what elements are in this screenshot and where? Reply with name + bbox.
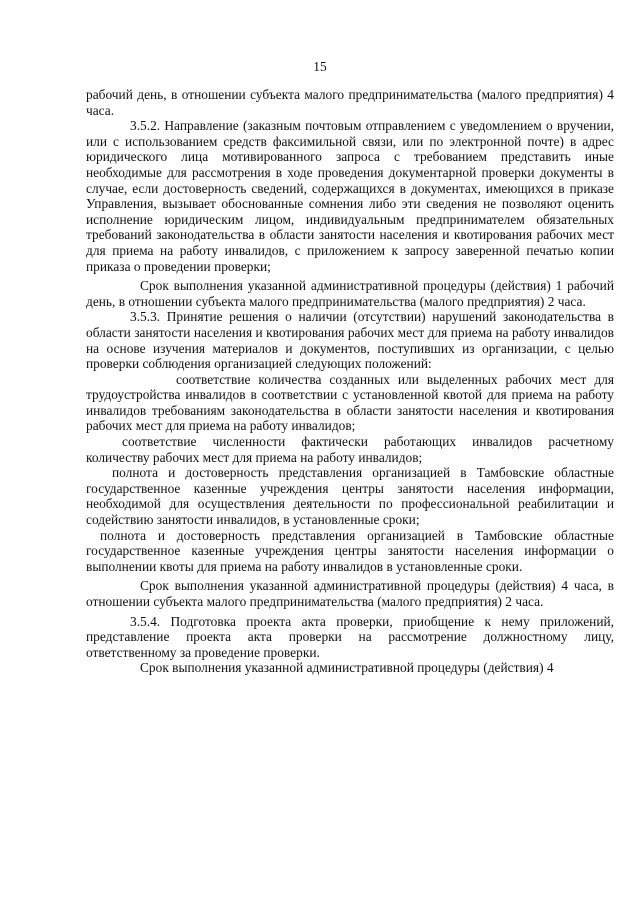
paragraph-deadline-1: Срок выполнения указанной административной процедуры (действия) 1 рабочий день, в отношении субъекта малого предпринимательства (малого предприятия) 2 часа. bbox=[86, 278, 614, 309]
paragraph-continuation: рабочий день, в отношении субъекта малого предпринимательства (малого предприятия) 4 часа. bbox=[86, 87, 614, 118]
paragraph-item-info-quota: полнота и достоверность представления организацией в Тамбовские областные государственное казенные учреждения центры занятости населения информации о выполнении квоты для приема на работу инвалидов в установленные сроки. bbox=[86, 527, 614, 574]
paragraph-item-headcount: соответствие численности фактически работающих инвалидов расчетному количеству рабочих мест для приема на работу инвалидов; bbox=[86, 434, 614, 465]
paragraph-deadline-3: Срок выполнения указанной административной процедуры (действия) 4 bbox=[140, 660, 554, 676]
paragraph-3-5-3: 3.5.3. Принятие решения о наличии (отсутствии) нарушений законодательства в области занятости населения и квотирования рабочих мест для приема на работу инвалидов на основе изучения материалов и документов, поступивших из организации, с целью проверки соблюдения организацией следующих положений: bbox=[86, 309, 614, 372]
paragraph-item-quota: соответствие количества созданных или выделенных рабочих мест для трудоустройства инвалидов в соответствии с установленной квотой для приема на работу инвалидов требованиям законодательства в области занятости населения и квотирования рабочих мест для приема на работу инвалидов; bbox=[86, 371, 614, 434]
paragraph-deadline-2: Срок выполнения указанной административной процедуры (действия) 4 часа, в отношении субъекта малого предпринимательства (малого предприятия) 2 часа. bbox=[86, 578, 614, 609]
document-body bbox=[86, 87, 614, 676]
paragraph-3-5-2: 3.5.2. Направление (заказным почтовым отправлением с уведомлением о вручении, или с использованием средств факсимильной связи, или по электронной почте) в адрес юридического лица мотивированного запроса с требованием представить иные необходимые для рассмотрения в ходе проведения документарной проверки документы в случае, если достоверность сведений, содержащихся в документах, имеющихся в приказе Управления, вызывает обоснованные сомнения либо эти сведения не позволяют оценить исполнение юридическим лицом, индивидуальным предпринимателем обязательных требований законодательства в области занятости населения и квотирования рабочих мест для приема на работу инвалидов, с приложением к запросу заверенной печатью копии приказа о проведении проверки; bbox=[86, 118, 614, 274]
paragraph-3-5-4: 3.5.4. Подготовка проекта акта проверки, приобщение к нему приложений, представление проекта акта проверки на рассмотрение должностному лицу, ответственному за проведение проверки. bbox=[86, 613, 614, 660]
page-number: 15 bbox=[313, 59, 327, 74]
paragraph-item-info-rehab: полнота и достоверность представления организацией в Тамбовские областные государственное казенные учреждения центры занятости населения информации, необходимой для осуществления деятельности по профессиональной реабилитации и содействию занятости инвалидов, в установленные сроки; bbox=[86, 465, 614, 528]
